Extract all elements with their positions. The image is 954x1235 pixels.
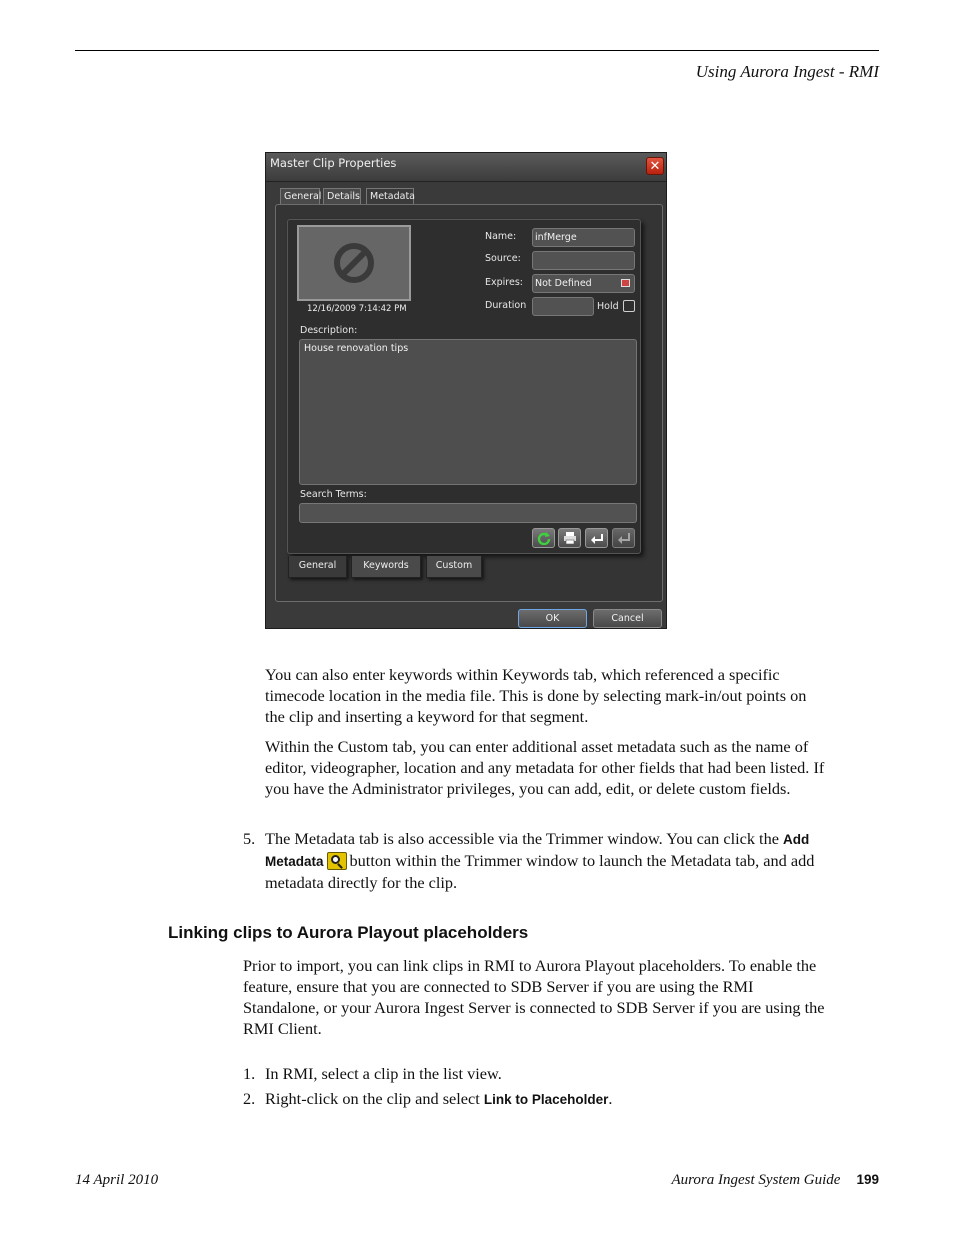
duration-label: Duration [485,300,527,311]
undo-button[interactable] [585,528,608,548]
hold-label: Hold [597,301,619,312]
footer-guide [671,1172,879,1189]
step-5-text [265,828,830,893]
tab-bottom-general[interactable]: General [288,556,347,578]
apply-icon [617,531,631,545]
step-2-number: 2. [243,1089,256,1108]
step-5-text-b: button within the Trimmer window to launch the Metadata tab, and add metadata directly for the clip. [265,851,815,892]
name-label: Name: [485,231,517,242]
cancel-button[interactable]: Cancel [593,609,662,628]
step-1-text: In RMI, select a clip in the list view. [265,1064,502,1083]
running-title: Using Aurora Ingest - RMI [695,62,879,81]
tab-custom[interactable]: Custom [426,556,482,578]
step-5-number: 5. [243,829,256,848]
add-metadata-label: Add Metadata [265,832,810,869]
source-label: Source: [485,253,521,264]
page-number: 199 [856,1172,879,1187]
print-button[interactable] [558,528,581,548]
expires-label: Expires: [485,277,523,288]
description-label: Description: [300,325,358,336]
description-textarea[interactable]: House renovation tips [299,339,637,485]
step-5-text-a: The Metadata tab is also accessible via the Trimmer window. You can click the [265,829,779,848]
tab-metadata[interactable]: Metadata [366,188,414,205]
expires-field[interactable] [532,274,635,293]
paragraph-custom: Within the Custom tab, you can enter additional asset metadata such as the name of editor, videographer, location and any metadata for other fields that had been listed. If you have the Administrator privileges, you can add, edit, or delete custom fields. [265,737,825,798]
step-2-end: . [608,1089,613,1108]
paragraph-placeholders: Prior to import, you can link clips in RMI to Aurora Playout placeholders. To enable the feature, ensure that you are connected to SDB Server if you are using the RMI Standalone, or your Aurora Ingest Server is connected to SDB Server if you are using the RMI Client. [243,956,825,1038]
master-clip-properties-dialog [265,152,667,629]
close-icon[interactable]: ✕ [646,157,664,175]
expires-value: Not Defined [535,278,592,289]
source-field[interactable] [532,251,635,270]
duration-field[interactable] [532,297,594,316]
tab-general[interactable]: General [280,188,320,204]
dialog-title: Master Clip Properties [270,156,397,170]
step-2-text-a: Right-click on the clip and select [265,1089,480,1108]
clip-thumbnail [297,225,411,301]
search-terms-label: Search Terms: [300,489,367,500]
footer-date: 14 April 2010 [75,1172,159,1188]
search-terms-field[interactable] [299,503,637,523]
apply-button[interactable] [612,528,635,548]
name-field[interactable]: infMerge [532,228,635,247]
hold-checkbox[interactable] [623,300,635,312]
undo-icon [590,531,604,545]
ok-button[interactable]: OK [518,609,587,628]
header-rule [75,50,879,51]
calendar-icon[interactable] [621,279,630,287]
section-heading: Linking clips to Aurora Playout placeholders [168,923,529,942]
refresh-button[interactable] [532,528,555,548]
step-1-number: 1. [243,1064,256,1083]
step-2-text [265,1088,825,1110]
tab-details[interactable]: Details [323,188,361,204]
tab-keywords[interactable]: Keywords [351,556,421,578]
paragraph-keywords: You can also enter keywords within Keywords tab, which referenced a specific timecode location in the media file. This is done by selecting mark-in/out points on the clip and inserting a keyword for that segment. [265,665,807,726]
refresh-icon [537,531,551,545]
link-to-placeholder-command: Link to Placeholder [483,1092,609,1107]
print-icon [563,531,577,545]
no-image-icon [332,241,376,285]
dialog-title-bar [266,153,666,182]
add-metadata-icon [327,852,347,870]
footer-guide-title: Aurora Ingest System Guide [671,1172,841,1188]
thumbnail-date: 12/16/2009 7:14:42 PM [307,304,407,314]
